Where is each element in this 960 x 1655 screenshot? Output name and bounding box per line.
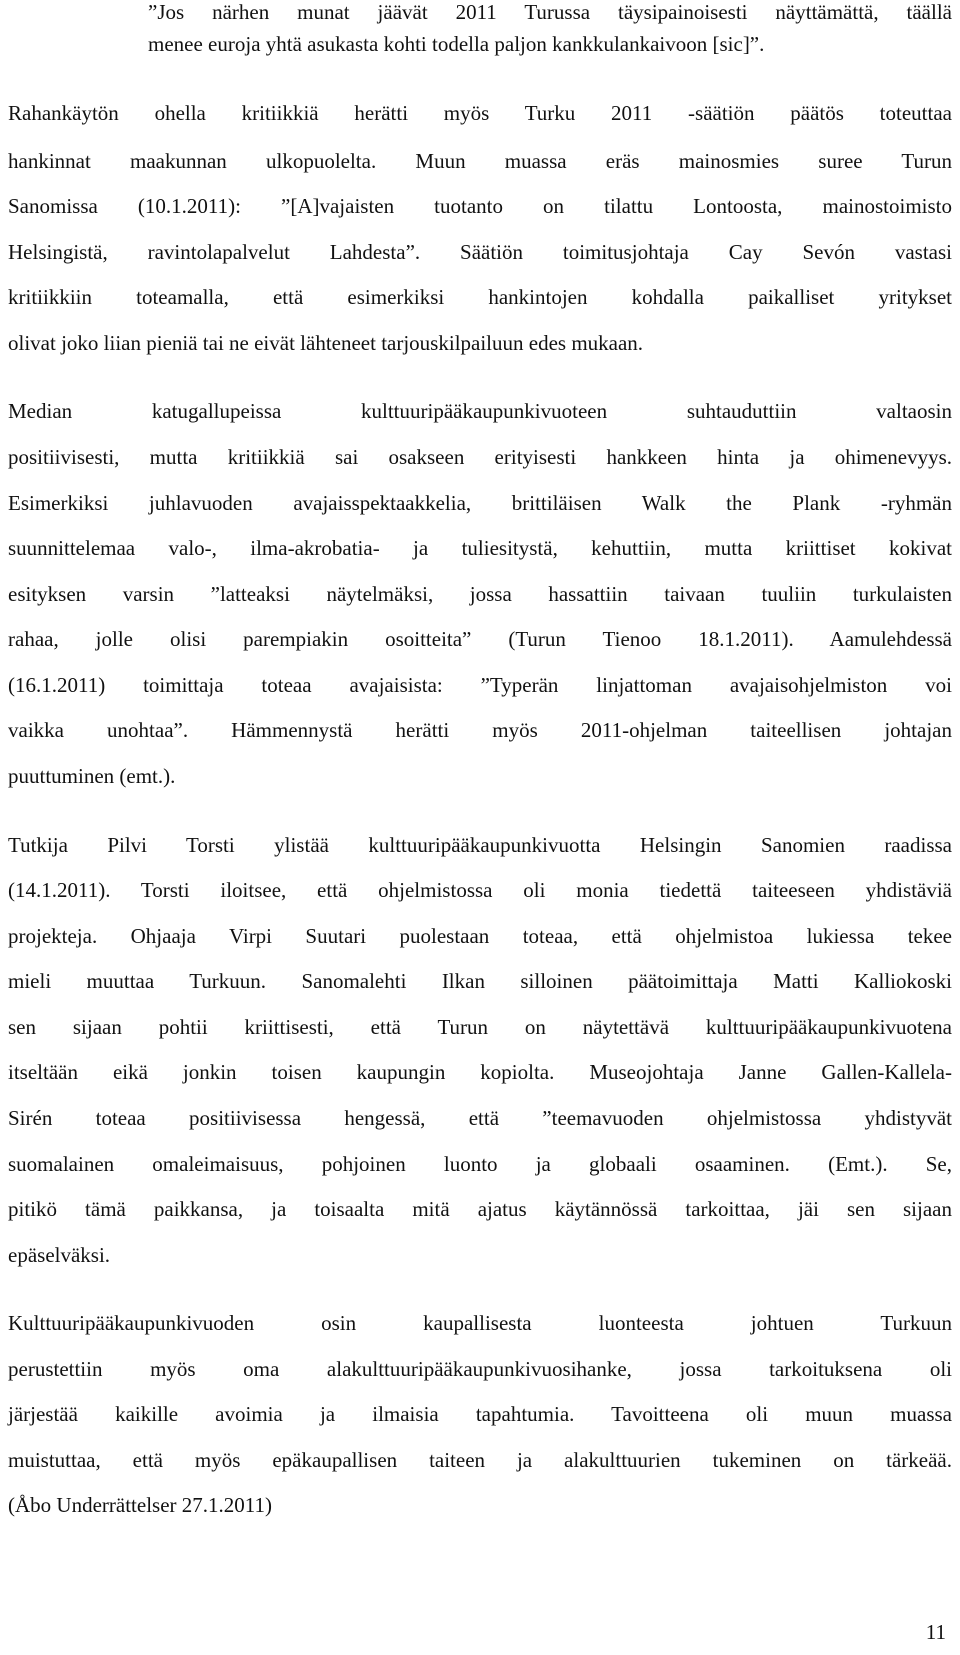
paragraph-line: (16.1.2011) toimittaja toteaa avajaisista: ”Typerän linjattoman avajaisohjelmiston voi (8, 673, 952, 697)
paragraph-line: hankinnat maakunnan ulkopuolelta. Muun muassa eräs mainosmies suree Turun (8, 149, 952, 173)
quote-line: ”Jos närhen munat jäävät 2011 Turussa täysipainoisesti näyttämättä, täällä (148, 0, 952, 24)
quote-line: menee euroja yhtä asukasta kohti todella paljon kankkulankaivoon [sic]”. (148, 32, 765, 56)
paragraph-line: perustettiin myös oma alakulttuuripääkaupunkivuosihanke, jossa tarkoituksena oli (8, 1357, 952, 1381)
paragraph-line: positiivisesti, mutta kritiikkiä sai osakseen erityisesti hankkeen hinta ja ohimenevyys. (8, 445, 952, 469)
paragraph-line: järjestää kaikille avoimia ja ilmaisia tapahtumia. Tavoitteena oli muun muassa (8, 1402, 952, 1426)
paragraph-line: Tutkija Pilvi Torsti ylistää kulttuuripääkaupunkivuotta Helsingin Sanomien raadissa (8, 833, 952, 857)
paragraph-line: epäselväksi. (8, 1243, 111, 1267)
paragraph-line: (14.1.2011). Torsti iloitsee, että ohjelmistossa oli monia tiedettä taiteeseen yhdistäviä (8, 878, 952, 902)
paragraph-line: suunnittelemaa valo-, ilma-akrobatia- ja tuliesitystä, kehuttiin, mutta kriittiset kokivat (8, 536, 952, 560)
paragraph-line: Sanomissa (10.1.2011): ”[A]vajaisten tuotanto on tilattu Lontoosta, mainostoimisto (8, 194, 952, 218)
paragraph-line: vaikka unohtaa”. Hämmennystä herätti myös 2011-ohjelman taiteellisen johtajan (8, 718, 952, 742)
paragraph-line: muistuttaa, että myös epäkaupallisen taiteen ja alakulttuurien tukeminen on tärkeää. (8, 1448, 952, 1472)
paragraph-line: (Åbo Underrättelser 27.1.2011) (8, 1493, 272, 1517)
page-number: 11 (925, 1620, 946, 1644)
paragraph-line: puuttuminen (emt.). (8, 764, 176, 788)
paragraph-line: olivat joko liian pieniä tai ne eivät lähteneet tarjouskilpailuun edes mukaan. (8, 331, 644, 355)
paragraph-line: esityksen varsin ”latteaksi näytelmäksi, jossa hassattiin taivaan tuuliin turkulaisten (8, 582, 952, 606)
paragraph-line: projekteja. Ohjaaja Virpi Suutari puolestaan toteaa, että ohjelmistoa lukiessa tekee (8, 924, 952, 948)
paragraph-line: Sirén toteaa positiivisessa hengessä, että ”teemavuoden ohjelmistossa yhdistyvät (8, 1106, 952, 1130)
paragraph-line: suomalainen omaleimaisuus, pohjoinen luonto ja globaali osaaminen. (Emt.). Se, (8, 1152, 952, 1176)
paragraph-line: Median katugallupeissa kulttuuripääkaupunkivuoteen suhtauduttiin valtaosin (8, 399, 952, 423)
paragraph-line: rahaa, jolle olisi parempiakin osoitteita” (Turun Tienoo 18.1.2011). Aamulehdessä (8, 627, 952, 651)
paragraph-line: itseltään eikä jonkin toisen kaupungin kopiolta. Museojohtaja Janne Gallen-Kallela- (8, 1060, 952, 1084)
paragraph-line: Esimerkiksi juhlavuoden avajaisspektaakkelia, brittiläisen Walk the Plank -ryhmän (8, 491, 952, 515)
paragraph-line: kritiikkiin toteamalla, että esimerkiksi hankintojen kohdalla paikalliset yritykset (8, 285, 952, 309)
paragraph-line: mieli muuttaa Turkuun. Sanomalehti Ilkan silloinen päätoimittaja Matti Kalliokoski (8, 969, 952, 993)
paragraph-line: Rahankäytön ohella kritiikkiä herätti myös Turku 2011 -säätiön päätös toteuttaa (8, 101, 952, 125)
paragraph-line: Helsingistä, ravintolapalvelut Lahdesta”. Säätiön toimitusjohtaja Cay Sevón vastasi (8, 240, 952, 264)
paragraph-line: pitikö tämä paikkansa, ja toisaalta mitä ajatus käytännössä tarkoittaa, jäi sen sijaan (8, 1197, 952, 1221)
paragraph-line: sen sijaan pohtii kriittisesti, että Turun on näytettävä kulttuuripääkaupunkivuotena (8, 1015, 952, 1039)
paragraph-line: Kulttuuripääkaupunkivuoden osin kaupallisesta luonteesta johtuen Turkuun (8, 1311, 952, 1335)
